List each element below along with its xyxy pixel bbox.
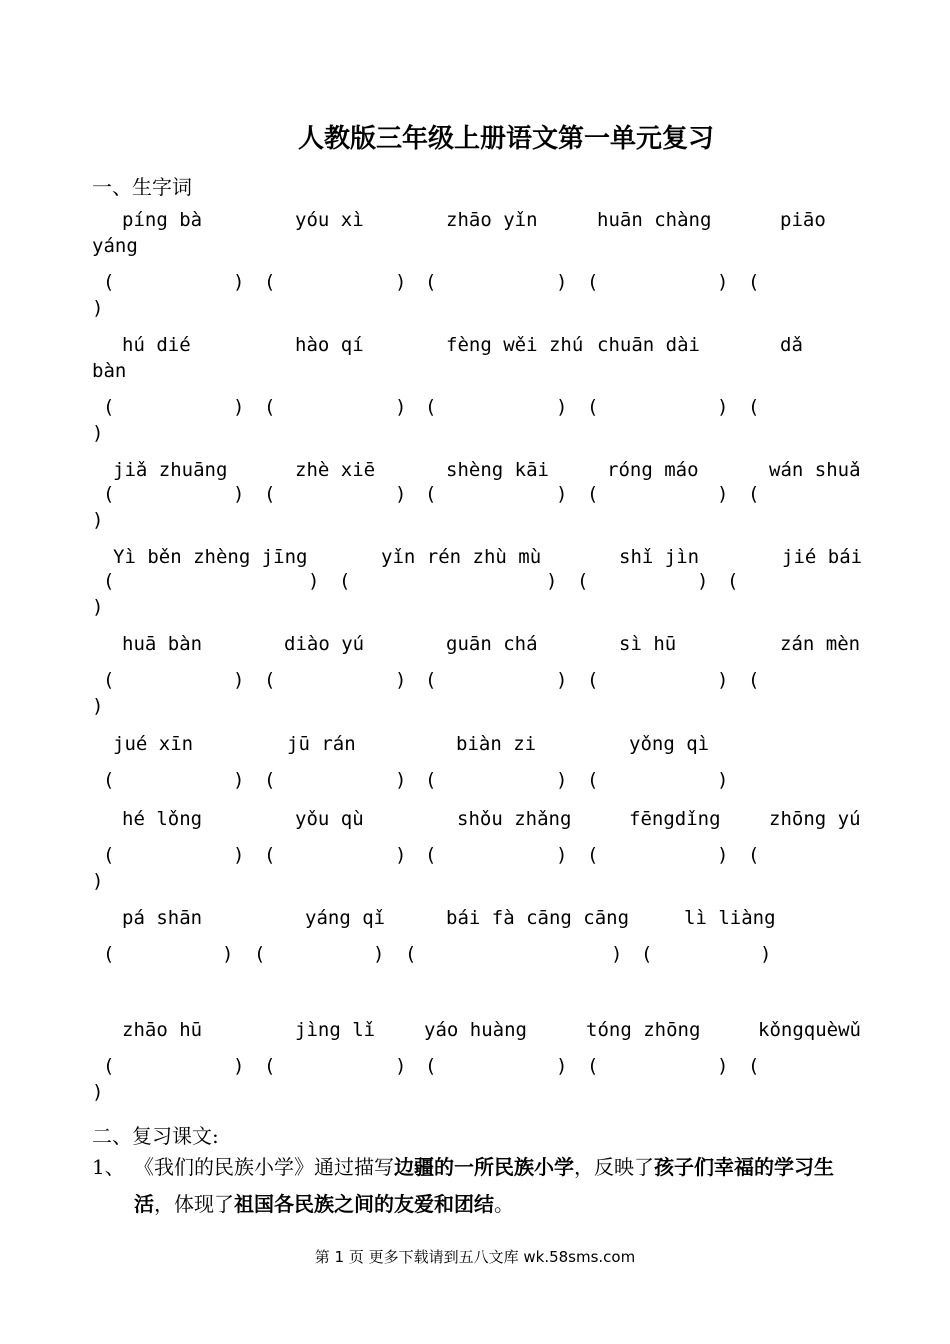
pinyin-word: jìng lǐ	[295, 1019, 376, 1041]
answer-blank-bracket: )	[697, 570, 709, 592]
answer-blank-bracket: )	[556, 1055, 568, 1077]
pinyin-word: jié bái	[782, 546, 863, 568]
review-item	[92, 1149, 862, 1229]
answer-blank-bracket: (	[425, 844, 437, 866]
answer-blank-bracket: (	[103, 669, 115, 691]
answer-blank-bracket: )	[395, 669, 407, 691]
answer-blank-bracket: (	[254, 943, 266, 965]
answer-blank-bracket: (	[587, 483, 599, 505]
pinyin-word: fèng wěi zhú	[446, 334, 584, 356]
answer-blank-bracket: )	[395, 1055, 407, 1077]
answer-blank-bracket: )	[395, 271, 407, 293]
pinyin-word: hào qí	[295, 334, 364, 356]
answer-blank-bracket: (	[587, 669, 599, 691]
answer-blank-bracket: )	[717, 483, 729, 505]
answer-blank-bracket: )	[233, 669, 245, 691]
answer-blank-bracket: )	[556, 396, 568, 418]
pinyin-word: yáng qǐ	[305, 907, 386, 929]
pinyin-word: huān chàng	[597, 209, 712, 231]
answer-blank-bracket: (	[577, 570, 589, 592]
answer-blank-bracket: (	[103, 271, 115, 293]
answer-blank-bracket: (	[103, 1055, 115, 1077]
pinyin-word: shǒu zhǎng	[457, 808, 572, 830]
pinyin-word: piāo	[780, 209, 826, 231]
answer-blank-bracket: )	[373, 943, 385, 965]
review-text-1: 《我们的民族小学》通过描写	[134, 1155, 394, 1179]
answer-blank-bracket: )	[760, 943, 772, 965]
answer-blank-bracket: (	[641, 943, 653, 965]
answer-blank-bracket: )	[556, 271, 568, 293]
page-title: 人教版三年级上册语文第一单元复习	[297, 124, 714, 154]
answer-blank-bracket: (	[727, 570, 739, 592]
pinyin-word: jiǎ zhuāng	[113, 459, 228, 481]
answer-blank-bracket: (	[748, 1055, 760, 1077]
pinyin-word: sì hū	[619, 633, 677, 655]
answer-blank-bracket: )	[92, 422, 104, 444]
answer-blank-bracket: )	[395, 396, 407, 418]
answer-blank-bracket: (	[748, 271, 760, 293]
answer-blank-bracket: (	[103, 769, 115, 791]
answer-blank-bracket: )	[92, 870, 104, 892]
pinyin-word: yǐn rén zhù mù	[381, 546, 542, 568]
answer-blank-bracket: )	[395, 769, 407, 791]
answer-blank-bracket: (	[264, 844, 276, 866]
answer-blank-bracket: )	[717, 271, 729, 293]
review-text-4: 。	[494, 1192, 514, 1216]
answer-blank-bracket: )	[556, 769, 568, 791]
answer-blank-bracket: (	[264, 769, 276, 791]
answer-blank-bracket: )	[92, 1081, 104, 1103]
answer-blank-bracket: (	[587, 396, 599, 418]
answer-blank-bracket: )	[233, 769, 245, 791]
pinyin-word: yáo huàng	[424, 1019, 527, 1041]
pinyin-word-continued: bàn	[92, 360, 127, 382]
answer-blank-bracket: )	[395, 844, 407, 866]
review-item-text	[134, 1149, 864, 1223]
review-item-number: 1、	[92, 1155, 125, 1179]
answer-blank-bracket: )	[611, 943, 623, 965]
answer-blank-bracket: )	[556, 483, 568, 505]
pinyin-word: zhāo hū	[122, 1019, 203, 1041]
answer-blank-bracket: (	[103, 483, 115, 505]
answer-blank-bracket: (	[425, 669, 437, 691]
pinyin-word: jué xīn	[113, 733, 194, 755]
answer-blank-bracket: (	[425, 1055, 437, 1077]
pinyin-word: wán shuǎ	[769, 459, 861, 481]
review-text-2: ，反映了	[574, 1155, 654, 1179]
answer-blank-bracket: )	[233, 844, 245, 866]
answer-blank-bracket: )	[92, 695, 104, 717]
review-text-3: ，体现了	[154, 1192, 234, 1216]
pinyin-word: zhāo yǐn	[446, 209, 538, 231]
answer-blank-bracket: (	[748, 396, 760, 418]
answer-blank-bracket: )	[233, 483, 245, 505]
pinyin-word: yǒng qì	[629, 733, 710, 755]
answer-blank-bracket: (	[587, 1055, 599, 1077]
answer-blank-bracket: )	[717, 396, 729, 418]
pinyin-word: yóu xì	[295, 209, 364, 231]
pinyin-word: hú dié	[122, 334, 191, 356]
pinyin-word: shèng kāi	[446, 459, 549, 481]
answer-blank-bracket: )	[717, 1055, 729, 1077]
answer-blank-bracket: )	[717, 669, 729, 691]
pinyin-word: pá shān	[122, 907, 203, 929]
pinyin-word: chuān dài	[597, 334, 700, 356]
answer-blank-bracket: (	[339, 570, 351, 592]
answer-blank-bracket: (	[748, 844, 760, 866]
answer-blank-bracket: )	[222, 943, 234, 965]
section-heading-vocabulary: 一、生字词	[92, 175, 192, 199]
answer-blank-bracket: )	[546, 570, 558, 592]
page-footer: 第 1 页 更多下载请到五八文库 wk.58sms.com	[314, 1248, 636, 1266]
answer-blank-bracket: )	[233, 396, 245, 418]
pinyin-word: bái fà cāng cāng	[446, 907, 630, 929]
answer-blank-bracket: (	[748, 483, 760, 505]
pinyin-word-continued: yáng	[92, 235, 138, 257]
answer-blank-bracket: (	[587, 844, 599, 866]
answer-blank-bracket: )	[233, 271, 245, 293]
pinyin-word: guān chá	[446, 633, 538, 655]
answer-blank-bracket: (	[748, 669, 760, 691]
answer-blank-bracket: )	[233, 1055, 245, 1077]
answer-blank-bracket: (	[587, 271, 599, 293]
answer-blank-bracket: (	[264, 1055, 276, 1077]
answer-blank-bracket: (	[405, 943, 417, 965]
answer-blank-bracket: )	[92, 509, 104, 531]
review-emphasis-3: 祖国各民族之间的友爱和团结	[234, 1192, 494, 1216]
pinyin-word: shǐ jìn	[619, 546, 700, 568]
pinyin-word: lì liàng	[684, 907, 776, 929]
answer-blank-bracket: )	[717, 844, 729, 866]
pinyin-word: biàn zi	[456, 733, 537, 755]
answer-blank-bracket: (	[103, 943, 115, 965]
answer-blank-bracket: (	[264, 396, 276, 418]
review-emphasis-2: 孩子们幸福的学习生活	[134, 1155, 834, 1216]
answer-blank-bracket: )	[308, 570, 320, 592]
answer-blank-bracket: (	[587, 769, 599, 791]
pinyin-word: Yì běn zhèng jīng	[113, 546, 308, 568]
pinyin-word: diào yú	[284, 633, 365, 655]
answer-blank-bracket: )	[717, 769, 729, 791]
pinyin-word: zhōng yú	[769, 808, 861, 830]
pinyin-word: kǒngquèwǔ	[758, 1019, 861, 1041]
answer-blank-bracket: (	[103, 396, 115, 418]
answer-blank-bracket: (	[103, 570, 115, 592]
pinyin-word: dǎ	[780, 334, 803, 356]
answer-blank-bracket: (	[425, 483, 437, 505]
answer-blank-bracket: )	[92, 297, 104, 319]
pinyin-word: hé lǒng	[122, 808, 203, 830]
answer-blank-bracket: (	[425, 769, 437, 791]
answer-blank-bracket: )	[556, 844, 568, 866]
answer-blank-bracket: (	[264, 271, 276, 293]
answer-blank-bracket: (	[425, 396, 437, 418]
pinyin-word: fēngdǐng	[629, 808, 721, 830]
answer-blank-bracket: )	[395, 483, 407, 505]
answer-blank-bracket: (	[103, 844, 115, 866]
pinyin-word: tóng zhōng	[586, 1019, 701, 1041]
pinyin-word: zhè xiē	[295, 459, 376, 481]
answer-blank-bracket: (	[264, 669, 276, 691]
pinyin-word: jū rán	[287, 733, 356, 755]
pinyin-word: huā bàn	[122, 633, 203, 655]
answer-blank-bracket: )	[556, 669, 568, 691]
answer-blank-bracket: )	[92, 596, 104, 618]
pinyin-word: píng bà	[122, 209, 203, 231]
pinyin-word: yǒu qù	[295, 808, 364, 830]
review-emphasis-1: 边疆的一所民族小学	[394, 1155, 574, 1179]
section-heading-review: 二、复习课文:	[92, 1124, 219, 1148]
pinyin-word: zán mèn	[780, 633, 861, 655]
answer-blank-bracket: (	[425, 271, 437, 293]
pinyin-word: róng máo	[607, 459, 699, 481]
answer-blank-bracket: (	[264, 483, 276, 505]
